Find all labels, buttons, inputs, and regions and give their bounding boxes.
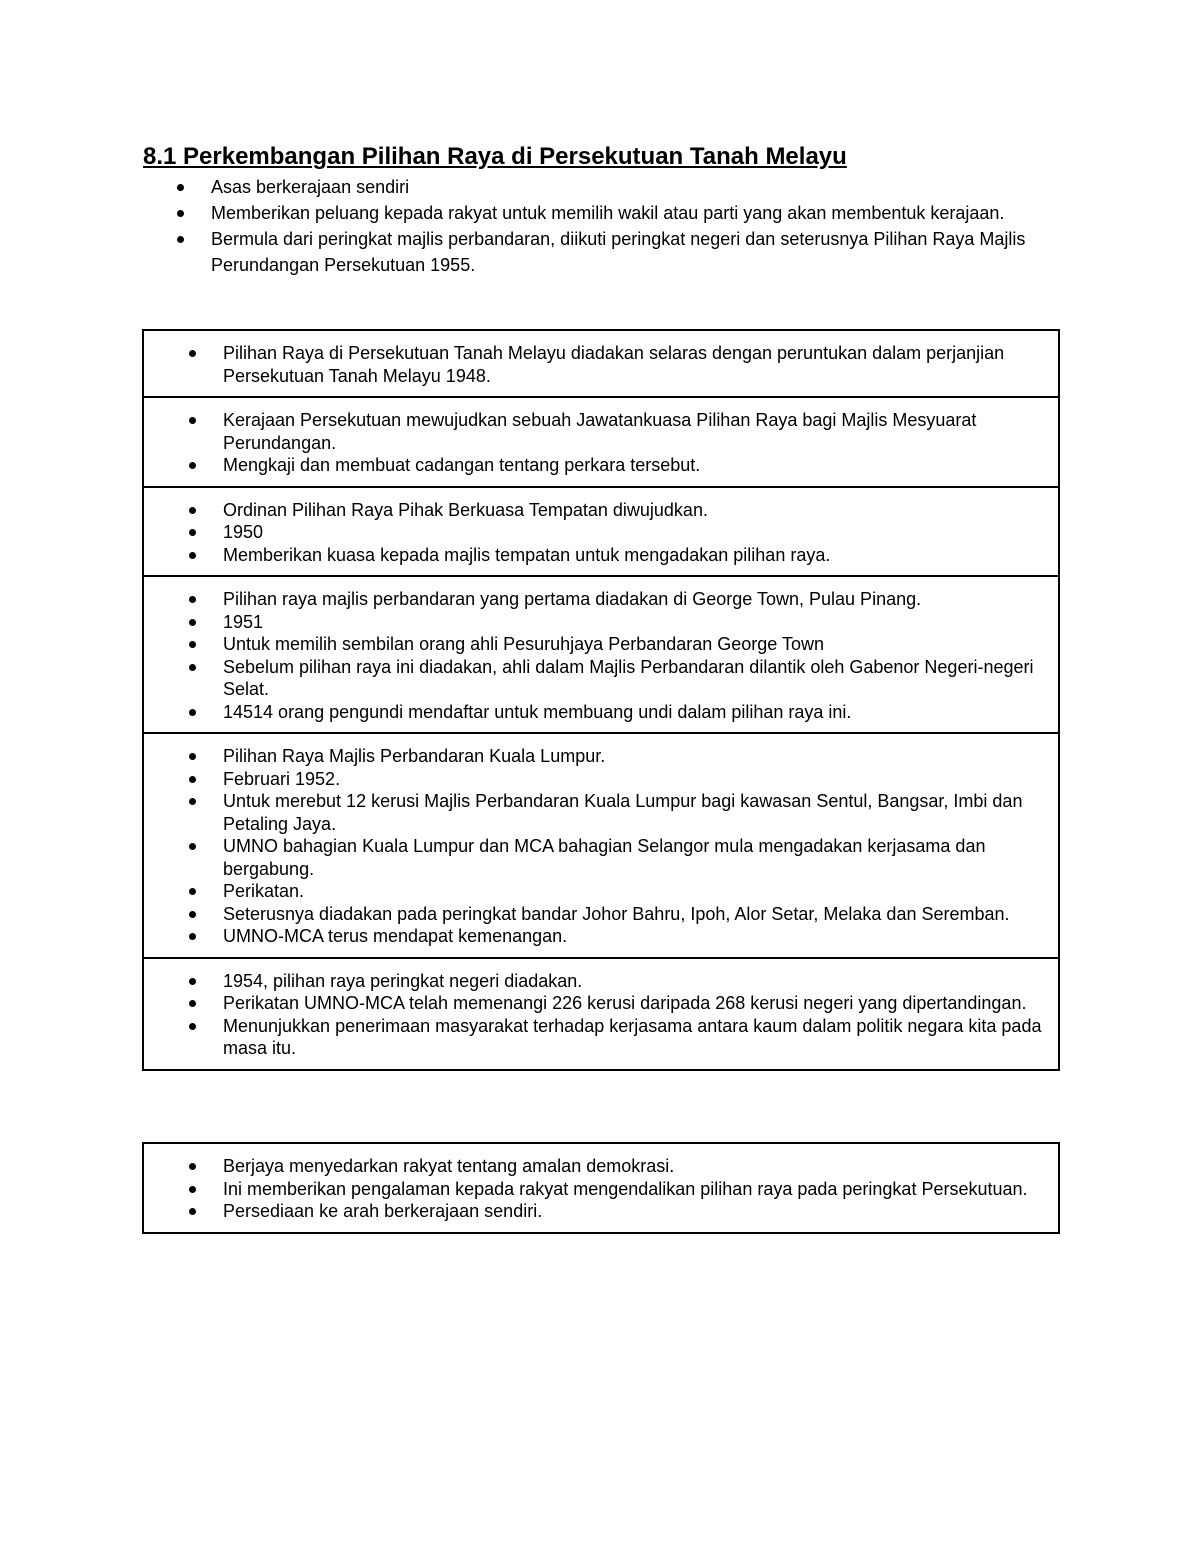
cell-bullet-list bbox=[144, 588, 1044, 723]
table-row bbox=[144, 1144, 1058, 1232]
table-row bbox=[144, 732, 1058, 957]
list-item: Pilihan Raya di Persekutuan Tanah Melayu diadakan selaras dengan peruntukan dalam perjanjian Persekutuan Tanah Melayu 1948. bbox=[144, 342, 1044, 387]
list-item: Berjaya menyedarkan rakyat tentang amalan demokrasi. bbox=[144, 1155, 1044, 1178]
list-item: UMNO bahagian Kuala Lumpur dan MCA bahagian Selangor mula mengadakan kerjasama dan bergabung. bbox=[144, 835, 1044, 880]
list-item: Perikatan UMNO-MCA telah memenangi 226 kerusi daripada 268 kerusi negeri yang dipertandingan. bbox=[144, 992, 1044, 1015]
list-item: 14514 orang pengundi mendaftar untuk membuang undi dalam pilihan raya ini. bbox=[144, 701, 1044, 724]
list-item: Menunjukkan penerimaan masyarakat terhadap kerjasama antara kaum dalam politik negara kita pada masa itu. bbox=[144, 1015, 1044, 1060]
cell-bullet-list bbox=[144, 970, 1044, 1060]
table-row bbox=[144, 957, 1058, 1069]
table-row bbox=[144, 331, 1058, 396]
list-item: Ordinan Pilihan Raya Pihak Berkuasa Tempatan diwujudkan. bbox=[144, 499, 1044, 522]
table-row bbox=[144, 575, 1058, 732]
list-item: Persediaan ke arah berkerajaan sendiri. bbox=[144, 1200, 1044, 1223]
list-item: Februari 1952. bbox=[144, 768, 1044, 791]
list-item: 1950 bbox=[144, 521, 1044, 544]
list-item: Pilihan Raya Majlis Perbandaran Kuala Lumpur. bbox=[144, 745, 1044, 768]
list-item: Seterusnya diadakan pada peringkat bandar Johor Bahru, Ipoh, Alor Setar, Melaka dan Seremban. bbox=[144, 903, 1044, 926]
list-item: UMNO-MCA terus mendapat kemenangan. bbox=[144, 925, 1044, 948]
notes-table bbox=[142, 329, 1060, 1071]
list-item: Ini memberikan pengalaman kepada rakyat mengendalikan pilihan raya pada peringkat Persekutuan. bbox=[144, 1178, 1044, 1201]
list-item: Asas berkerajaan sendiri bbox=[143, 174, 1063, 200]
list-item: Memberikan peluang kepada rakyat untuk memilih wakil atau parti yang akan membentuk kerajaan. bbox=[143, 200, 1063, 226]
list-item: Perikatan. bbox=[144, 880, 1044, 903]
list-item: Sebelum pilihan raya ini diadakan, ahli dalam Majlis Perbandaran dilantik oleh Gabenor Negeri-negeri Selat. bbox=[144, 656, 1044, 701]
conclusion-table bbox=[142, 1142, 1060, 1234]
table-row bbox=[144, 486, 1058, 576]
cell-bullet-list bbox=[144, 409, 1044, 477]
list-item: Pilihan raya majlis perbandaran yang pertama diadakan di George Town, Pulau Pinang. bbox=[144, 588, 1044, 611]
cell-bullet-list bbox=[144, 1155, 1044, 1223]
list-item: 1951 bbox=[144, 611, 1044, 634]
list-item: Untuk memilih sembilan orang ahli Pesuruhjaya Perbandaran George Town bbox=[144, 633, 1044, 656]
cell-bullet-list bbox=[144, 745, 1044, 948]
list-item: Mengkaji dan membuat cadangan tentang perkara tersebut. bbox=[144, 454, 1044, 477]
list-item: Untuk merebut 12 kerusi Majlis Perbandaran Kuala Lumpur bagi kawasan Sentul, Bangsar, Imbi dan Petaling Jaya. bbox=[144, 790, 1044, 835]
intro-bullet-list bbox=[143, 174, 1063, 278]
page-title: 8.1 Perkembangan Pilihan Raya di Persekutuan Tanah Melayu bbox=[143, 143, 847, 170]
list-item: Bermula dari peringkat majlis perbandaran, diikuti peringkat negeri dan seterusnya Pilihan Raya Majlis Perundangan Persekutuan 1955. bbox=[143, 226, 1063, 278]
table-row bbox=[144, 396, 1058, 486]
list-item: Memberikan kuasa kepada majlis tempatan untuk mengadakan pilihan raya. bbox=[144, 544, 1044, 567]
list-item: 1954, pilihan raya peringkat negeri diadakan. bbox=[144, 970, 1044, 993]
list-item: Kerajaan Persekutuan mewujudkan sebuah Jawatankuasa Pilihan Raya bagi Majlis Mesyuarat Perundangan. bbox=[144, 409, 1044, 454]
cell-bullet-list bbox=[144, 342, 1044, 387]
cell-bullet-list bbox=[144, 499, 1044, 567]
